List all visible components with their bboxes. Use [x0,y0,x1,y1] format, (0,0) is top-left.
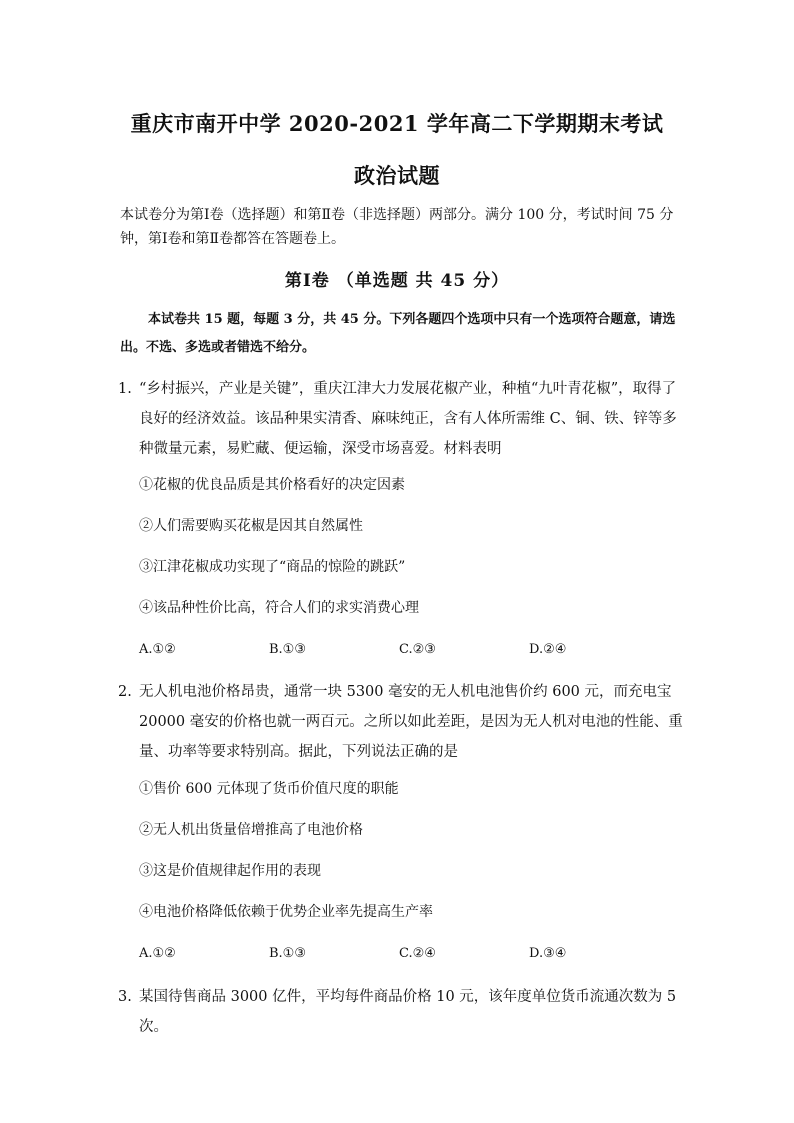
choice-b[interactable]: B.①③ [269,642,306,657]
question-number: 2. [118,684,132,700]
choice-d[interactable]: D.②④ [529,642,567,657]
question-1-option-2: ②人们需要购买花椒是因其自然属性 [139,518,363,534]
choice-a[interactable]: A.①② [139,946,176,961]
question-1-option-4: ④该品种性价比高，符合人们的求实消费心理 [139,600,419,616]
choice-b[interactable]: B.①③ [269,946,306,961]
section-instruction [120,306,680,362]
section-instruction-text: 本试卷共 15 题，每题 3 分，共 45 分。下列各题四个选项中只有一个选项符合题意，请选出。不选、多选或者错选不给分。 [120,312,676,355]
question-2-option-3: ③这是价值规律起作用的表现 [139,863,321,879]
question-2-option-2: ②无人机出货量倍增推高了电池价格 [139,822,363,838]
question-stem: “乡村振兴，产业是关键”，重庆江津大力发展花椒产业，种植“九叶青花椒”，取得了良好的经济效益。该品种果实清香、麻味纯正，含有人体所需维 C、铜、铁、锌等多种微量元素，易贮藏、便运输，深受市场喜爱。材料表明 [139,381,677,457]
section-heading: 第Ⅰ卷 （单选题 共 45 分） [284,271,510,291]
exam-title: 重庆市南开中学 2020-2021 学年高二下学期期末考试 [130,111,664,136]
question-1 [118,374,684,464]
exam-subtitle: 政治试题 [354,163,440,188]
question-number: 1. [118,381,132,397]
choice-a[interactable]: A.①② [139,642,176,657]
question-2-option-4: ④电池价格降低依赖于优势企业率先提高生产率 [139,904,433,920]
choice-c[interactable]: C.②④ [399,946,436,961]
question-1-option-1: ①花椒的优良品质是其价格看好的决定因素 [139,477,405,493]
choice-d[interactable]: D.③④ [529,946,567,961]
question-2 [118,677,684,767]
question-3 [118,982,684,1042]
question-2-option-1: ①售价 600 元体现了货币价值尺度的职能 [139,781,399,797]
question-stem: 某国待售商品 3000 亿件，平均每件商品价格 10 元，该年度单位货币流通次数为 5 次。 [139,989,677,1035]
choice-c[interactable]: C.②③ [399,642,436,657]
exam-intro: 本试卷分为第Ⅰ卷（选择题）和第Ⅱ卷（非选择题）两部分。满分 100 分，考试时间 75 分钟，第Ⅰ卷和第Ⅱ卷都答在答题卷上。 [120,207,674,247]
question-number: 3. [118,989,132,1005]
question-1-option-3: ③江津花椒成功实现了“商品的惊险的跳跃” [139,559,406,575]
question-stem: 无人机电池价格昂贵，通常一块 5300 毫安的无人机电池售价约 600 元，而充电宝 20000 毫安的价格也就一两百元。之所以如此差距，是因为无人机对电池的性能、重量、功率等要求特别高。据此，下列说法正确的是 [139,684,683,760]
